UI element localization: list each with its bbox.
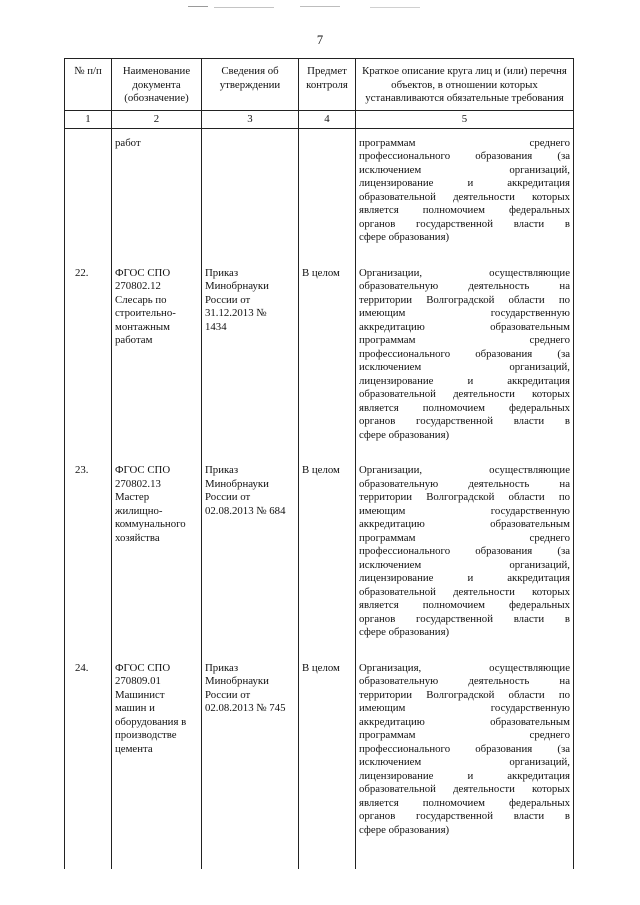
- row-document: [112, 662, 202, 838]
- cell-text: В целом: [302, 661, 340, 674]
- cell-line: Организация, осуществляющие: [359, 661, 570, 674]
- scan-mark: [188, 6, 208, 7]
- cell-line: лицензирование и аккредитация: [359, 374, 570, 387]
- cell-line: Минобрнауки: [205, 280, 269, 292]
- row-number: [65, 464, 112, 640]
- cell-line: Минобрнауки: [205, 675, 269, 687]
- cell-line: имеющим государственную: [359, 702, 570, 714]
- cell-line: аккредитацию образовательным: [359, 320, 570, 333]
- cell-line: сфере образования): [359, 231, 450, 243]
- cell-text: 23.: [75, 464, 89, 476]
- cell-line: имеющим государственную: [359, 307, 570, 319]
- cell-line: является полномочием федеральных: [359, 204, 570, 216]
- scan-mark: [370, 7, 420, 8]
- spacer-cell: [65, 837, 112, 869]
- cell-line: образовательной деятельности которых: [359, 388, 570, 400]
- cell-line: сфере образования): [359, 428, 450, 441]
- row-spacer: [65, 245, 574, 267]
- cell-line: программам среднего: [359, 729, 570, 741]
- header-number: № п/п: [65, 59, 112, 111]
- column-number: 5: [356, 110, 574, 128]
- cell-text: В целом: [302, 266, 340, 279]
- cell-line: профессионального образования (за: [359, 545, 570, 557]
- cell-line: ФГОС СПО: [115, 266, 171, 279]
- spacer-cell: [356, 442, 574, 464]
- cell-line: исключением организаций,: [359, 756, 570, 768]
- cell-line: 31.12.2013 №: [205, 307, 267, 319]
- cell-line: 1434: [205, 320, 227, 333]
- cell-line: является полномочием федеральных: [359, 401, 570, 414]
- cell-line: аккредитацию образовательным: [359, 715, 570, 728]
- cell-line: 270802.13: [115, 477, 161, 490]
- cell-text: работ: [115, 136, 141, 149]
- cell-line: образовательной деятельности которых: [359, 585, 570, 598]
- row-approval: [202, 267, 299, 443]
- row-spacer: [65, 442, 574, 464]
- spacer-cell: [65, 640, 112, 662]
- row-spacer: [65, 837, 574, 869]
- cell-line: является полномочием федеральных: [359, 796, 570, 809]
- cell-line: является полномочием федеральных: [359, 599, 570, 611]
- spacer-cell: [356, 245, 574, 267]
- cell-line: строительно-: [115, 307, 176, 319]
- row-approval: [202, 662, 299, 838]
- spacer-cell: [299, 442, 356, 464]
- scan-mark: [214, 7, 274, 8]
- cell-line: жилищно-: [115, 504, 163, 517]
- cell-line: России от: [205, 491, 251, 503]
- row-subject: [299, 662, 356, 838]
- row-number: [65, 662, 112, 838]
- row-document: [112, 464, 202, 640]
- table-row-continuation: [65, 128, 574, 245]
- cell-line: исключением организаций,: [359, 163, 570, 176]
- cell-line: Машинист: [115, 688, 165, 701]
- table-row: [65, 267, 574, 443]
- cell-text: В целом: [302, 464, 340, 476]
- spacer-cell: [202, 640, 299, 662]
- cell-line: образовательной деятельности которых: [359, 190, 570, 203]
- cell-line: Приказ: [205, 464, 239, 476]
- cell-line: профессионального образования (за: [359, 742, 570, 755]
- row-document: [112, 267, 202, 443]
- cell-text: 24.: [75, 661, 89, 674]
- cell-line: территории Волгоградской области по: [359, 688, 570, 701]
- cell-line: Приказ: [205, 266, 239, 279]
- row-subject: [299, 128, 356, 245]
- cell-line: территории Волгоградской области по: [359, 491, 570, 503]
- row-number: [65, 267, 112, 443]
- row-description: [356, 662, 574, 838]
- cell-line: 270809.01: [115, 675, 161, 687]
- cell-text: 22.: [75, 266, 89, 279]
- cell-line: Организации, осуществляющие: [359, 266, 570, 279]
- row-document: [112, 128, 202, 245]
- page-number: 7: [316, 33, 324, 47]
- row-description: [356, 267, 574, 443]
- column-number: 3: [202, 110, 299, 128]
- cell-line: аккредитацию образовательным: [359, 518, 570, 530]
- cell-line: 02.08.2013 № 684: [205, 504, 286, 517]
- header-description: Краткое описание круга лиц и (или) перечня объектов, в отношении которых устанавливаются обязательные требования: [356, 59, 574, 111]
- cell-line: программам среднего: [359, 136, 570, 149]
- cell-line: образовательную деятельность на: [359, 477, 570, 490]
- cell-line: оборудования в: [115, 715, 187, 728]
- cell-line: сфере образования): [359, 823, 450, 836]
- cell-line: монтажным: [115, 320, 170, 333]
- row-spacer: [65, 640, 574, 662]
- spacer-cell: [356, 837, 574, 869]
- row-description: [356, 128, 574, 245]
- row-subject: [299, 267, 356, 443]
- row-subject: [299, 464, 356, 640]
- cell-line: 02.08.2013 № 745: [205, 702, 286, 714]
- header-approval: Сведения об утверждении: [202, 59, 299, 111]
- cell-line: исключением организаций,: [359, 361, 570, 373]
- cell-line: работам: [115, 334, 153, 346]
- column-number: 1: [65, 110, 112, 128]
- cell-line: ФГОС СПО: [115, 661, 171, 674]
- spacer-cell: [65, 442, 112, 464]
- spacer-cell: [299, 837, 356, 869]
- row-description: [356, 464, 574, 640]
- column-number-row: [65, 110, 574, 128]
- spacer-cell: [356, 640, 574, 662]
- cell-line: коммунального: [115, 518, 186, 530]
- row-approval: [202, 128, 299, 245]
- spacer-cell: [299, 640, 356, 662]
- cell-line: ФГОС СПО: [115, 464, 171, 476]
- cell-line: производстве: [115, 729, 177, 741]
- cell-line: органов государственной власти в: [359, 810, 570, 822]
- column-number: 2: [112, 110, 202, 128]
- cell-line: профессионального образования (за: [359, 150, 570, 162]
- cell-line: органов государственной власти в: [359, 612, 570, 625]
- scan-mark: [300, 6, 340, 7]
- spacer-cell: [112, 640, 202, 662]
- cell-line: образовательную деятельность на: [359, 280, 570, 292]
- cell-line: России от: [205, 688, 251, 701]
- cell-line: лицензирование и аккредитация: [359, 572, 570, 584]
- spacer-cell: [112, 837, 202, 869]
- cell-line: сфере образования): [359, 626, 450, 638]
- spacer-cell: [65, 245, 112, 267]
- cell-line: органов государственной власти в: [359, 415, 570, 427]
- cell-line: Слесарь по: [115, 293, 167, 306]
- cell-line: программам среднего: [359, 334, 570, 346]
- cell-line: лицензирование и аккредитация: [359, 769, 570, 782]
- cell-line: Организации, осуществляющие: [359, 464, 570, 476]
- cell-line: Минобрнауки: [205, 477, 269, 490]
- requirements-table: [64, 58, 574, 869]
- spacer-cell: [202, 442, 299, 464]
- spacer-cell: [202, 245, 299, 267]
- header-document: Наименование документа (обозначение): [112, 59, 202, 111]
- cell-line: машин и: [115, 702, 155, 714]
- cell-line: лицензирование и аккредитация: [359, 177, 570, 189]
- cell-line: исключением организаций,: [359, 558, 570, 571]
- cell-line: программам среднего: [359, 531, 570, 544]
- header-subject: Предмет контроля: [299, 59, 356, 111]
- spacer-cell: [112, 442, 202, 464]
- spacer-cell: [299, 245, 356, 267]
- row-number: [65, 128, 112, 245]
- cell-line: цемента: [115, 742, 153, 755]
- cell-line: России от: [205, 293, 251, 306]
- row-approval: [202, 464, 299, 640]
- cell-line: имеющим государственную: [359, 504, 570, 517]
- cell-line: образовательной деятельности которых: [359, 783, 570, 795]
- cell-line: Приказ: [205, 661, 239, 674]
- spacer-cell: [112, 245, 202, 267]
- cell-line: профессионального образования (за: [359, 347, 570, 360]
- cell-line: территории Волгоградской области по: [359, 293, 570, 306]
- cell-line: органов государственной власти в: [359, 217, 570, 230]
- table-row: [65, 464, 574, 640]
- cell-line: 270802.12: [115, 280, 161, 292]
- column-number: 4: [299, 110, 356, 128]
- cell-line: образовательную деятельность на: [359, 675, 570, 687]
- cell-line: Мастер: [115, 491, 150, 503]
- table-header: [65, 59, 574, 111]
- cell-line: хозяйства: [115, 531, 160, 544]
- table-body: [65, 110, 574, 869]
- table-row: [65, 662, 574, 838]
- spacer-cell: [202, 837, 299, 869]
